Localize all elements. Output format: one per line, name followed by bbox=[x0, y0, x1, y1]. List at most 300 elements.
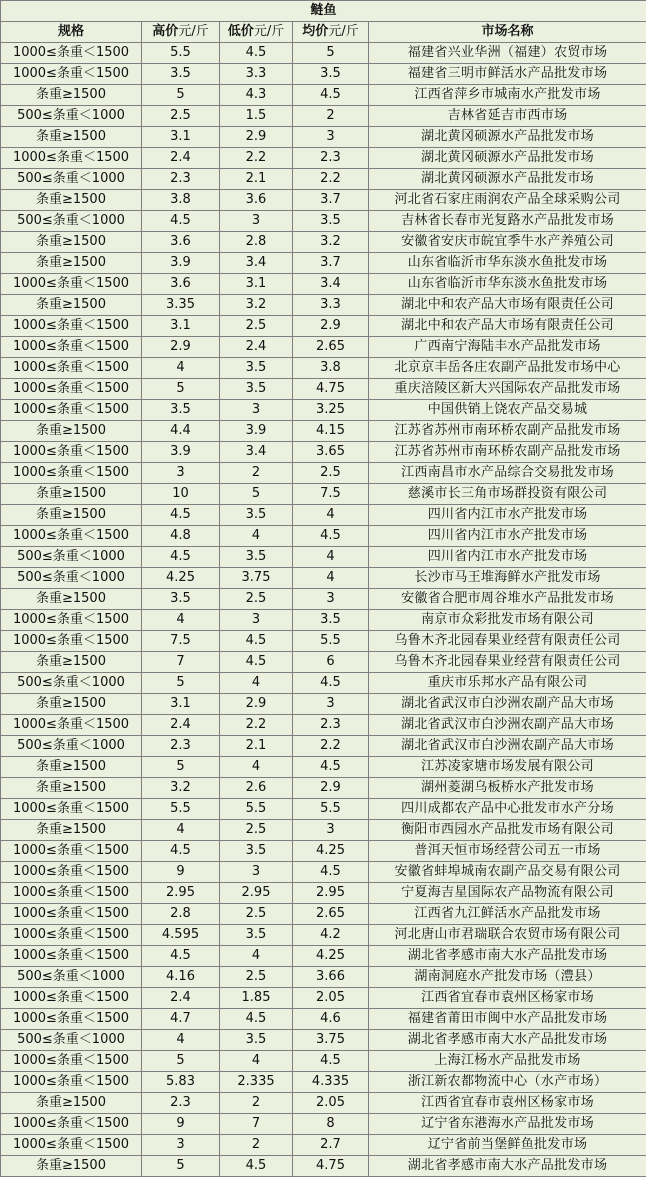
cell-avg-price: 3.7 bbox=[293, 253, 369, 274]
table-row bbox=[1, 988, 646, 1009]
cell-avg-price: 4.5 bbox=[293, 1051, 369, 1072]
cell-high-price: 7 bbox=[142, 652, 220, 673]
cell-avg-price: 3.5 bbox=[293, 64, 369, 85]
cell-spec: 条重≥1500 bbox=[1, 127, 142, 148]
cell-low-price: 4 bbox=[220, 946, 293, 967]
cell-market: 重庆涪陵区新大兴国际农产品批发市场 bbox=[369, 379, 646, 400]
cell-avg-price: 4 bbox=[293, 505, 369, 526]
cell-spec: 1000≤条重＜1500 bbox=[1, 442, 142, 463]
cell-high-price: 4.5 bbox=[142, 841, 220, 862]
cell-high-price: 10 bbox=[142, 484, 220, 505]
cell-avg-price: 4.25 bbox=[293, 946, 369, 967]
cell-high-price: 4.7 bbox=[142, 1009, 220, 1030]
cell-low-price: 2.8 bbox=[220, 232, 293, 253]
cell-market: 宁夏海吉星国际农产品物流有限公司 bbox=[369, 883, 646, 904]
table-row bbox=[1, 547, 646, 568]
table-row bbox=[1, 85, 646, 106]
cell-high-price: 3.9 bbox=[142, 442, 220, 463]
cell-spec: 1000≤条重＜1500 bbox=[1, 610, 142, 631]
cell-spec: 1000≤条重＜1500 bbox=[1, 400, 142, 421]
cell-high-price: 3.5 bbox=[142, 589, 220, 610]
cell-low-price: 4 bbox=[220, 757, 293, 778]
cell-high-price: 2.95 bbox=[142, 883, 220, 904]
cell-market: 湖州菱湖乌板桥水产批发市场 bbox=[369, 778, 646, 799]
cell-avg-price: 3.75 bbox=[293, 1030, 369, 1051]
cell-avg-price: 2 bbox=[293, 106, 369, 127]
cell-low-price: 3 bbox=[220, 400, 293, 421]
cell-avg-price: 5.5 bbox=[293, 631, 369, 652]
cell-market: 长沙市马王堆海鲜水产批发市场 bbox=[369, 568, 646, 589]
cell-low-price: 5 bbox=[220, 484, 293, 505]
table-row bbox=[1, 484, 646, 505]
cell-low-price: 2.5 bbox=[220, 820, 293, 841]
cell-market: 衡阳市西园水产品批发市场有限公司 bbox=[369, 820, 646, 841]
cell-spec: 1000≤条重＜1500 bbox=[1, 988, 142, 1009]
table-row bbox=[1, 1114, 646, 1135]
cell-low-price: 3.5 bbox=[220, 925, 293, 946]
cell-market: 江西省宜春市袁州区杨家市场 bbox=[369, 1093, 646, 1114]
cell-spec: 1000≤条重＜1500 bbox=[1, 883, 142, 904]
cell-low-price: 2.5 bbox=[220, 967, 293, 988]
cell-low-price: 4.3 bbox=[220, 85, 293, 106]
cell-high-price: 4.4 bbox=[142, 421, 220, 442]
cell-avg-price: 3.7 bbox=[293, 190, 369, 211]
cell-avg-price: 3.25 bbox=[293, 400, 369, 421]
cell-spec: 500≤条重＜1000 bbox=[1, 211, 142, 232]
header-low-price-label: 低价 bbox=[227, 24, 254, 39]
cell-avg-price: 4.75 bbox=[293, 379, 369, 400]
table-row bbox=[1, 652, 646, 673]
cell-spec: 1000≤条重＜1500 bbox=[1, 1072, 142, 1093]
table-row bbox=[1, 127, 646, 148]
cell-avg-price: 3 bbox=[293, 820, 369, 841]
cell-market: 四川省内江市水产批发市场 bbox=[369, 526, 646, 547]
cell-market: 重庆市乐邦水产品有限公司 bbox=[369, 673, 646, 694]
cell-avg-price: 2.3 bbox=[293, 715, 369, 736]
cell-market: 安徽省合肥市周谷堆水产品批发市场 bbox=[369, 589, 646, 610]
cell-market: 广西南宁海陆丰水产品批发市场 bbox=[369, 337, 646, 358]
cell-spec: 条重≥1500 bbox=[1, 589, 142, 610]
cell-market: 湖北中和农产品大市场有限责任公司 bbox=[369, 316, 646, 337]
cell-low-price: 3.5 bbox=[220, 547, 293, 568]
cell-spec: 500≤条重＜1000 bbox=[1, 967, 142, 988]
cell-avg-price: 3.66 bbox=[293, 967, 369, 988]
cell-avg-price: 3.65 bbox=[293, 442, 369, 463]
cell-market: 江苏凌家塘市场发展有限公司 bbox=[369, 757, 646, 778]
cell-market: 四川省内江市水产批发市场 bbox=[369, 547, 646, 568]
cell-low-price: 2 bbox=[220, 1093, 293, 1114]
table-row bbox=[1, 820, 646, 841]
cell-high-price: 3 bbox=[142, 463, 220, 484]
cell-high-price: 3.2 bbox=[142, 778, 220, 799]
cell-market: 四川省内江市水产批发市场 bbox=[369, 505, 646, 526]
cell-market: 江苏省苏州市南环桥农副产品批发市场 bbox=[369, 421, 646, 442]
cell-market: 山东省临沂市华东淡水鱼批发市场 bbox=[369, 274, 646, 295]
cell-avg-price: 3.5 bbox=[293, 610, 369, 631]
cell-market: 浙江新农都物流中心（水产市场） bbox=[369, 1072, 646, 1093]
cell-high-price: 2.5 bbox=[142, 106, 220, 127]
cell-market: 山东省临沂市华东淡水鱼批发市场 bbox=[369, 253, 646, 274]
cell-low-price: 2.9 bbox=[220, 127, 293, 148]
cell-spec: 1000≤条重＜1500 bbox=[1, 1051, 142, 1072]
cell-market: 湖北黄冈硕源水产品批发市场 bbox=[369, 148, 646, 169]
cell-avg-price: 3.3 bbox=[293, 295, 369, 316]
cell-spec: 1000≤条重＜1500 bbox=[1, 337, 142, 358]
cell-low-price: 4 bbox=[220, 1051, 293, 1072]
cell-avg-price: 6 bbox=[293, 652, 369, 673]
cell-low-price: 4.5 bbox=[220, 43, 293, 64]
table-row bbox=[1, 253, 646, 274]
cell-spec: 条重≥1500 bbox=[1, 757, 142, 778]
cell-market: 四川成都农产品中心批发市水产分场 bbox=[369, 799, 646, 820]
table-row bbox=[1, 589, 646, 610]
cell-market: 湖北省武汉市白沙洲农副产品大市场 bbox=[369, 715, 646, 736]
table-row bbox=[1, 421, 646, 442]
cell-low-price: 3.5 bbox=[220, 505, 293, 526]
cell-high-price: 5 bbox=[142, 379, 220, 400]
cell-spec: 1000≤条重＜1500 bbox=[1, 358, 142, 379]
cell-low-price: 3.5 bbox=[220, 379, 293, 400]
cell-spec: 500≤条重＜1000 bbox=[1, 1030, 142, 1051]
cell-low-price: 2.335 bbox=[220, 1072, 293, 1093]
table-row bbox=[1, 274, 646, 295]
cell-low-price: 2.2 bbox=[220, 148, 293, 169]
cell-high-price: 9 bbox=[142, 862, 220, 883]
table-row bbox=[1, 904, 646, 925]
cell-spec: 500≤条重＜1000 bbox=[1, 673, 142, 694]
cell-high-price: 4.5 bbox=[142, 547, 220, 568]
cell-high-price: 7.5 bbox=[142, 631, 220, 652]
cell-high-price: 4 bbox=[142, 358, 220, 379]
cell-avg-price: 2.65 bbox=[293, 337, 369, 358]
cell-high-price: 4.5 bbox=[142, 946, 220, 967]
cell-high-price: 2.3 bbox=[142, 736, 220, 757]
cell-spec: 条重≥1500 bbox=[1, 85, 142, 106]
cell-avg-price: 4.5 bbox=[293, 85, 369, 106]
table-row bbox=[1, 778, 646, 799]
table-row bbox=[1, 1135, 646, 1156]
cell-avg-price: 5 bbox=[293, 43, 369, 64]
cell-avg-price: 2.65 bbox=[293, 904, 369, 925]
cell-market: 福建省莆田市闽中水产品批发市场 bbox=[369, 1009, 646, 1030]
cell-market: 乌鲁木齐北园春果业经营有限责任公司 bbox=[369, 631, 646, 652]
table-row bbox=[1, 841, 646, 862]
cell-high-price: 3.35 bbox=[142, 295, 220, 316]
cell-market: 吉林省延吉市西市场 bbox=[369, 106, 646, 127]
cell-avg-price: 4 bbox=[293, 547, 369, 568]
cell-avg-price: 3 bbox=[293, 127, 369, 148]
cell-market: 江西省宜春市袁州区杨家市场 bbox=[369, 988, 646, 1009]
table-row bbox=[1, 505, 646, 526]
cell-market: 福建省兴业华洲（福建）农贸市场 bbox=[369, 43, 646, 64]
table-row bbox=[1, 190, 646, 211]
table-row bbox=[1, 631, 646, 652]
cell-market: 湖北黄冈硕源水产品批发市场 bbox=[369, 169, 646, 190]
table-row bbox=[1, 106, 646, 127]
cell-market: 江西南昌市水产品综合交易批发市场 bbox=[369, 463, 646, 484]
table-row bbox=[1, 736, 646, 757]
table-row bbox=[1, 568, 646, 589]
cell-market: 湖南洞庭水产批发市场（澧县） bbox=[369, 967, 646, 988]
cell-low-price: 3.5 bbox=[220, 1030, 293, 1051]
table-title: 鲢鱼 bbox=[1, 1, 646, 22]
cell-avg-price: 4.5 bbox=[293, 862, 369, 883]
cell-high-price: 5 bbox=[142, 85, 220, 106]
header-avg-price bbox=[293, 22, 369, 43]
table-row bbox=[1, 757, 646, 778]
header-spec-label: 规格 bbox=[57, 24, 84, 39]
cell-low-price: 3.4 bbox=[220, 442, 293, 463]
cell-low-price: 7 bbox=[220, 1114, 293, 1135]
cell-high-price: 2.4 bbox=[142, 148, 220, 169]
cell-avg-price: 4.5 bbox=[293, 757, 369, 778]
cell-avg-price: 2.95 bbox=[293, 883, 369, 904]
cell-avg-price: 3 bbox=[293, 589, 369, 610]
cell-high-price: 5 bbox=[142, 757, 220, 778]
cell-market: 上海江杨水产品批发市场 bbox=[369, 1051, 646, 1072]
table-row bbox=[1, 673, 646, 694]
cell-avg-price: 4.5 bbox=[293, 526, 369, 547]
table-row bbox=[1, 925, 646, 946]
table-row bbox=[1, 442, 646, 463]
cell-low-price: 1.5 bbox=[220, 106, 293, 127]
cell-low-price: 4 bbox=[220, 673, 293, 694]
cell-avg-price: 2.5 bbox=[293, 463, 369, 484]
cell-avg-price: 2.7 bbox=[293, 1135, 369, 1156]
cell-low-price: 4.5 bbox=[220, 631, 293, 652]
cell-low-price: 3.9 bbox=[220, 421, 293, 442]
cell-avg-price: 2.3 bbox=[293, 148, 369, 169]
cell-spec: 1000≤条重＜1500 bbox=[1, 274, 142, 295]
cell-avg-price: 8 bbox=[293, 1114, 369, 1135]
cell-spec: 条重≥1500 bbox=[1, 820, 142, 841]
cell-high-price: 4 bbox=[142, 610, 220, 631]
cell-avg-price: 3.2 bbox=[293, 232, 369, 253]
table-row bbox=[1, 169, 646, 190]
table-row bbox=[1, 862, 646, 883]
cell-high-price: 2.4 bbox=[142, 715, 220, 736]
cell-high-price: 4 bbox=[142, 820, 220, 841]
header-avg-price-label: 均价 bbox=[302, 24, 329, 39]
header-high-price-unit: 元/斤 bbox=[178, 24, 209, 39]
cell-avg-price: 4.75 bbox=[293, 1156, 369, 1177]
cell-spec: 条重≥1500 bbox=[1, 421, 142, 442]
header-market-label: 市场名称 bbox=[481, 24, 534, 39]
cell-spec: 条重≥1500 bbox=[1, 1156, 142, 1177]
cell-spec: 条重≥1500 bbox=[1, 295, 142, 316]
cell-spec: 1000≤条重＜1500 bbox=[1, 799, 142, 820]
cell-high-price: 2.9 bbox=[142, 337, 220, 358]
table-row bbox=[1, 799, 646, 820]
cell-spec: 条重≥1500 bbox=[1, 253, 142, 274]
table-row bbox=[1, 43, 646, 64]
cell-market: 慈溪市长三角市场群投资有限公司 bbox=[369, 484, 646, 505]
cell-market: 江西省萍乡市城南水产批发市场 bbox=[369, 85, 646, 106]
cell-high-price: 3.1 bbox=[142, 316, 220, 337]
cell-market: 普洱天恒市场经营公司五一市场 bbox=[369, 841, 646, 862]
cell-spec: 1000≤条重＜1500 bbox=[1, 148, 142, 169]
cell-avg-price: 3.8 bbox=[293, 358, 369, 379]
cell-market: 江西省九江鲜活水产品批发市场 bbox=[369, 904, 646, 925]
cell-high-price: 5.5 bbox=[142, 799, 220, 820]
cell-market: 湖北省孝感市南大水产品批发市场 bbox=[369, 1030, 646, 1051]
table-row bbox=[1, 1030, 646, 1051]
cell-spec: 条重≥1500 bbox=[1, 505, 142, 526]
cell-avg-price: 2.2 bbox=[293, 736, 369, 757]
cell-high-price: 5.5 bbox=[142, 43, 220, 64]
cell-low-price: 2.9 bbox=[220, 694, 293, 715]
cell-high-price: 9 bbox=[142, 1114, 220, 1135]
table-row bbox=[1, 1051, 646, 1072]
cell-market: 湖北黄冈硕源水产品批发市场 bbox=[369, 127, 646, 148]
cell-spec: 条重≥1500 bbox=[1, 694, 142, 715]
cell-high-price: 2.4 bbox=[142, 988, 220, 1009]
cell-high-price: 4.595 bbox=[142, 925, 220, 946]
cell-high-price: 4.5 bbox=[142, 505, 220, 526]
table-row bbox=[1, 337, 646, 358]
cell-spec: 500≤条重＜1000 bbox=[1, 568, 142, 589]
cell-low-price: 4.5 bbox=[220, 652, 293, 673]
cell-market: 江苏省苏州市南环桥农副产品批发市场 bbox=[369, 442, 646, 463]
cell-low-price: 4.5 bbox=[220, 1009, 293, 1030]
table-row bbox=[1, 400, 646, 421]
cell-market: 湖北中和农产品大市场有限责任公司 bbox=[369, 295, 646, 316]
cell-low-price: 3.5 bbox=[220, 358, 293, 379]
cell-spec: 条重≥1500 bbox=[1, 1093, 142, 1114]
cell-high-price: 3.5 bbox=[142, 400, 220, 421]
header-low-price-unit: 元/斤 bbox=[253, 24, 285, 39]
cell-avg-price: 2.9 bbox=[293, 778, 369, 799]
cell-spec: 1000≤条重＜1500 bbox=[1, 379, 142, 400]
cell-avg-price: 7.5 bbox=[293, 484, 369, 505]
table-row bbox=[1, 946, 646, 967]
cell-avg-price: 4 bbox=[293, 568, 369, 589]
table-row bbox=[1, 211, 646, 232]
table-row bbox=[1, 610, 646, 631]
header-high-price-label: 高价 bbox=[152, 24, 179, 39]
cell-market: 福建省三明市鲜活水产品批发市场 bbox=[369, 64, 646, 85]
cell-avg-price: 4.335 bbox=[293, 1072, 369, 1093]
table-row bbox=[1, 148, 646, 169]
cell-market: 湖北省孝感市南大水产品批发市场 bbox=[369, 946, 646, 967]
cell-low-price: 3 bbox=[220, 862, 293, 883]
table-row bbox=[1, 715, 646, 736]
cell-low-price: 2.5 bbox=[220, 589, 293, 610]
cell-spec: 1000≤条重＜1500 bbox=[1, 526, 142, 547]
cell-market: 北京京丰岳各庄农副产品批发市场中心 bbox=[369, 358, 646, 379]
cell-spec: 1000≤条重＜1500 bbox=[1, 862, 142, 883]
table-row bbox=[1, 1093, 646, 1114]
cell-high-price: 3.1 bbox=[142, 127, 220, 148]
table-row bbox=[1, 463, 646, 484]
cell-low-price: 2 bbox=[220, 463, 293, 484]
cell-low-price: 2.6 bbox=[220, 778, 293, 799]
cell-market: 安徽省蚌埠城南农副产品交易有限公司 bbox=[369, 862, 646, 883]
title-row bbox=[1, 1, 646, 22]
cell-low-price: 2.2 bbox=[220, 715, 293, 736]
cell-low-price: 2.5 bbox=[220, 316, 293, 337]
cell-low-price: 3 bbox=[220, 211, 293, 232]
cell-spec: 1000≤条重＜1500 bbox=[1, 1135, 142, 1156]
cell-market: 中国供销上饶农产品交易城 bbox=[369, 400, 646, 421]
cell-low-price: 3.3 bbox=[220, 64, 293, 85]
cell-market: 辽宁省东港海水产品批发市场 bbox=[369, 1114, 646, 1135]
cell-avg-price: 2.05 bbox=[293, 988, 369, 1009]
cell-high-price: 3.1 bbox=[142, 694, 220, 715]
cell-low-price: 5.5 bbox=[220, 799, 293, 820]
cell-market: 河北唐山市君瑞联合农贸市场有限公司 bbox=[369, 925, 646, 946]
cell-high-price: 3.6 bbox=[142, 274, 220, 295]
cell-spec: 500≤条重＜1000 bbox=[1, 169, 142, 190]
cell-spec: 1000≤条重＜1500 bbox=[1, 64, 142, 85]
cell-avg-price: 4.15 bbox=[293, 421, 369, 442]
cell-avg-price: 3 bbox=[293, 694, 369, 715]
cell-high-price: 4.16 bbox=[142, 967, 220, 988]
cell-low-price: 3 bbox=[220, 610, 293, 631]
cell-high-price: 5 bbox=[142, 1156, 220, 1177]
cell-market: 乌鲁木齐北园春果业经营有限责任公司 bbox=[369, 652, 646, 673]
header-high-price bbox=[142, 22, 220, 43]
cell-low-price: 3.5 bbox=[220, 841, 293, 862]
table-body bbox=[1, 43, 646, 1177]
cell-low-price: 1.85 bbox=[220, 988, 293, 1009]
cell-high-price: 3 bbox=[142, 1135, 220, 1156]
cell-low-price: 3.6 bbox=[220, 190, 293, 211]
cell-low-price: 3.75 bbox=[220, 568, 293, 589]
cell-market: 辽宁省前当堡鲜鱼批发市场 bbox=[369, 1135, 646, 1156]
cell-spec: 1000≤条重＜1500 bbox=[1, 463, 142, 484]
cell-spec: 1000≤条重＜1500 bbox=[1, 1114, 142, 1135]
cell-high-price: 3.8 bbox=[142, 190, 220, 211]
cell-low-price: 4 bbox=[220, 526, 293, 547]
cell-spec: 1000≤条重＜1500 bbox=[1, 904, 142, 925]
header-row bbox=[1, 22, 646, 43]
table-row bbox=[1, 883, 646, 904]
cell-spec: 500≤条重＜1000 bbox=[1, 106, 142, 127]
header-avg-price-unit: 元/斤 bbox=[328, 24, 359, 39]
cell-spec: 条重≥1500 bbox=[1, 484, 142, 505]
table-row bbox=[1, 526, 646, 547]
cell-market: 湖北省孝感市南大水产品批发市场 bbox=[369, 1156, 646, 1177]
table-row bbox=[1, 64, 646, 85]
cell-avg-price: 4.2 bbox=[293, 925, 369, 946]
cell-high-price: 3.5 bbox=[142, 64, 220, 85]
cell-low-price: 2 bbox=[220, 1135, 293, 1156]
cell-spec: 500≤条重＜1000 bbox=[1, 547, 142, 568]
cell-low-price: 3.4 bbox=[220, 253, 293, 274]
cell-high-price: 2.8 bbox=[142, 904, 220, 925]
table-row bbox=[1, 1156, 646, 1177]
cell-high-price: 2.3 bbox=[142, 1093, 220, 1114]
cell-high-price: 3.9 bbox=[142, 253, 220, 274]
cell-avg-price: 3.4 bbox=[293, 274, 369, 295]
cell-avg-price: 5.5 bbox=[293, 799, 369, 820]
cell-avg-price: 2.9 bbox=[293, 316, 369, 337]
cell-market: 湖北省武汉市白沙洲农副产品大市场 bbox=[369, 736, 646, 757]
cell-avg-price: 4.5 bbox=[293, 673, 369, 694]
cell-avg-price: 3.5 bbox=[293, 211, 369, 232]
cell-spec: 条重≥1500 bbox=[1, 190, 142, 211]
header-spec bbox=[1, 22, 142, 43]
cell-spec: 条重≥1500 bbox=[1, 652, 142, 673]
table-row bbox=[1, 967, 646, 988]
cell-low-price: 3.1 bbox=[220, 274, 293, 295]
cell-high-price: 4.5 bbox=[142, 211, 220, 232]
cell-spec: 500≤条重＜1000 bbox=[1, 736, 142, 757]
cell-avg-price: 4.6 bbox=[293, 1009, 369, 1030]
cell-market: 吉林省长春市光复路水产品批发市场 bbox=[369, 211, 646, 232]
cell-spec: 1000≤条重＜1500 bbox=[1, 925, 142, 946]
